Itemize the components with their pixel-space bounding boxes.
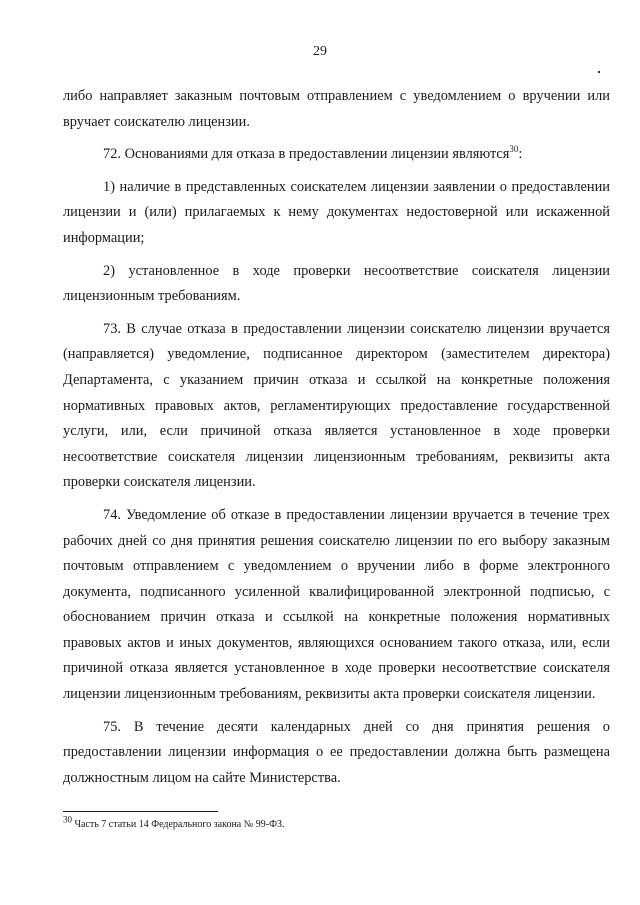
document-body: [63, 84, 610, 791]
scan-mark: [598, 71, 600, 73]
paragraph-74: 74. Уведомление об отказе в предоставлении лицензии вручается в течение трех рабочих дней со дня принятия решения соискателю лицензии по его выбору заказным почтовым отправлением с уведомлением о вручении либо в форме электронного документа, подписанного усиленной квалифицированной электронной подписью, с обоснованием причин отказа и ссылкой на конкретные положения нормативных правовых актов и иных документов, являющихся основанием такого отказа, или, если причиной отказа является установленное в ходе проверки несоответствие соискателя лицензии лицензионным требованиям, реквизиты акта проверки соискателя лицензии.: [63, 506, 610, 703]
page-number: 29: [313, 44, 327, 59]
paragraph-72-item-2: 2) установленное в ходе проверки несоответствие соискателя лицензии лицензионным требованиям.: [63, 262, 610, 305]
footnote-number: 30: [63, 814, 72, 825]
paragraph-72-colon: :: [518, 146, 523, 163]
footnote-text: Часть 7 статьи 14 Федерального закона № 99-ФЗ.: [72, 819, 285, 830]
paragraph-72: [63, 142, 610, 168]
footnote-reference: 30: [509, 144, 519, 155]
footnote-divider: [63, 811, 218, 812]
paragraph-continuation: либо направляет заказным почтовым отправлением с уведомлением о вручении или вручает соискателю лицензии.: [63, 88, 610, 130]
paragraph-72-text: 72. Основаниями для отказа в предоставлении лицензии являются: [103, 146, 510, 163]
paragraph-72-item-1: 1) наличие в представленных соискателем лицензии заявлении о предоставлении лицензии и (или) прилагаемых к нему документах недостоверной или искаженной информации;: [63, 178, 610, 246]
paragraph-75: 75. В течение десяти календарных дней со дня принятия решения о предоставлении лицензии информация о ее предоставлении должна быть размещена должностным лицом на сайте Министерства.: [63, 718, 610, 786]
paragraph-73: 73. В случае отказа в предоставлении лицензии соискателю лицензии вручается (направляется) уведомление, подписанное директором (заместителем директора) Департамента, с указанием причин отказа и ссылкой на конкретные положения нормативных правовых актов, регламентирующих предоставление государственной услуги, или, если причиной отказа является установленное в ходе проверки несоответствие соискателя лицензии лицензионным требованиям, реквизиты акта проверки соискателя лицензии.: [63, 320, 610, 491]
footnote: [63, 814, 285, 832]
